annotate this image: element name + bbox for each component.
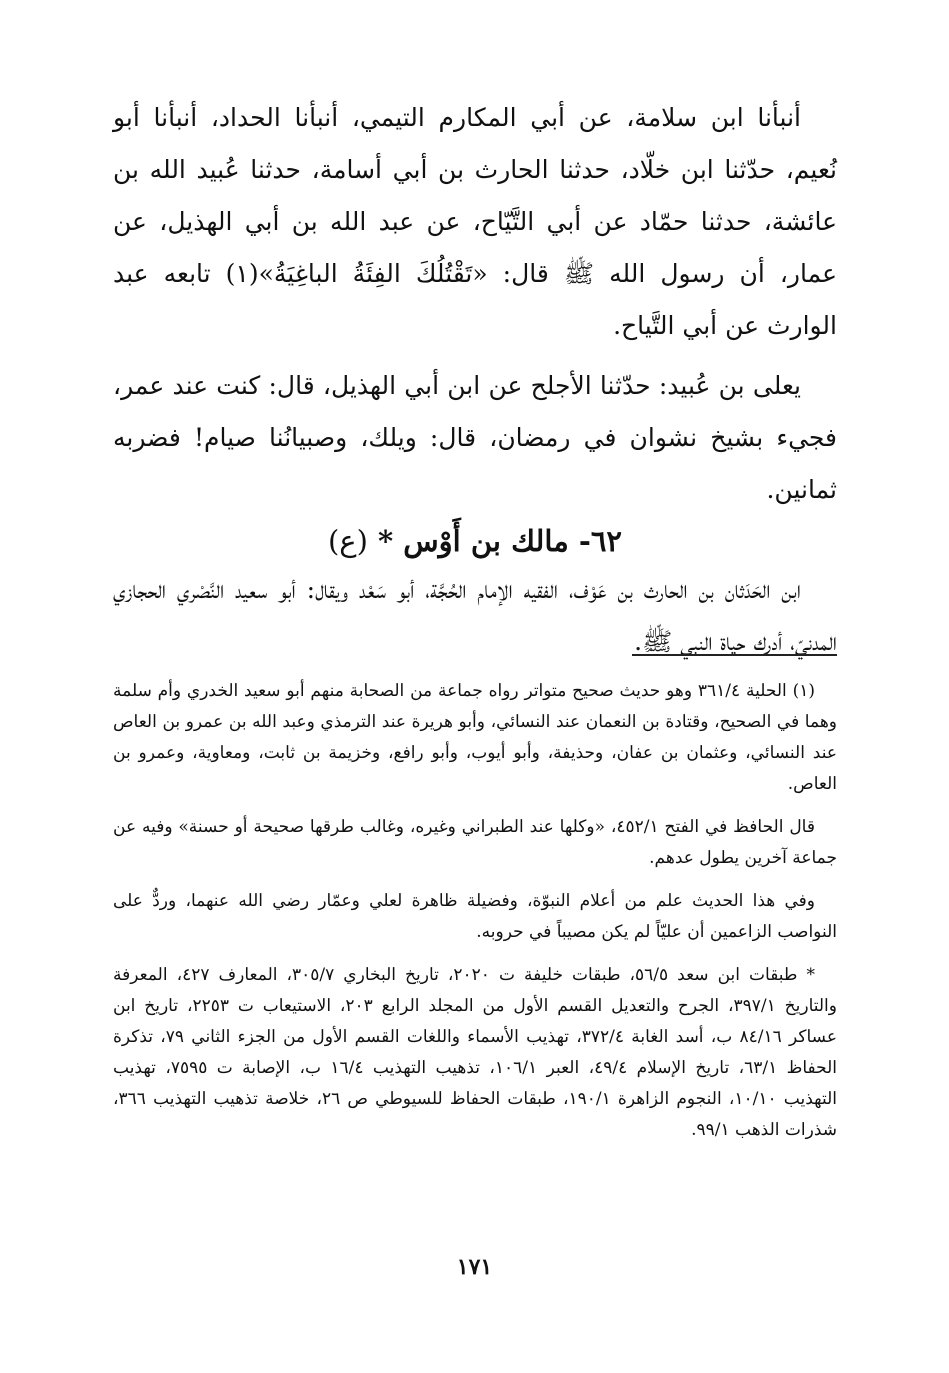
footnote-fath-quote: قال الحافظ في الفتح ٤٥٢/١، «وكلها عند الطبراني وغيره، وغالب طرقها صحيحة أو حسنة» وفيه عن جماعة آخرين يطول عدهم.	[113, 817, 837, 868]
page-number: ١٧١	[456, 1254, 493, 1280]
footnotes	[113, 676, 837, 1146]
biography-paragraph: ابن الحَدَثان بن الحارث بن عَوْف، الفقيه الإمام الحُجَّة، أبو سَعْد ويقال: أبو سعيد النَّصْري الحجازي المدنيّ، أدرك حياة النبي ﷺ.	[113, 575, 837, 656]
narration-paragraph: يعلى بن عُبيد: حدّثنا الأجلح عن ابن أبي الهذيل، قال: كنت عند عمر، فجيء بشيخ نشوان في رمضان، قال: ويلك، وصبيانُنا صيام! فضربه ثمانين.	[113, 371, 837, 504]
entry-heading	[113, 518, 837, 564]
footnote-sources: * طبقات ابن سعد ٥٦/٥، طبقات خليفة ت ٢٠٢٠، تاريخ البخاري ٣٠٥/٧، المعارف ٤٢٧، المعرفة والتاريخ ٣٩٧/١، الجرح والتعديل القسم الأول من المجلد الرابع ٢٠٣، الاستيعاب ت ٢٢٥٣، تاريخ ابن عساكر ٨٤/١٦ ب، أسد الغابة ٣٧٢/٤، تهذيب الأسماء واللغات القسم الأول من الجزء الثاني ٧٩، تذكرة الحفاظ ٦٣/١، تاريخ الإسلام ٤٩/٤، العبر ١٠٦/١، تذهيب التهذيب ١٦/٤ ب، الإصابة ت ٧٥٩٥، تهذيب التهذيب ١٠/١٠، النجوم الزاهرة ١٩٠/١، طبقات الحفاظ للسيوطي ص ٢٦، خلاصة تذهيب التهذيب ٣٦٦، شذرات الذهب ٩٩/١.	[113, 965, 838, 1140]
entry-title: ٦٢- مالك بن أَوْس *	[378, 524, 623, 558]
main-text	[113, 92, 837, 668]
footnote-1: (١) الحلية ٣٦١/٤ وهو حديث صحيح متواتر رواه جماعة من الصحابة منهم أبو سعيد الخدري وأم سلمة وهما في الصحيح، وقتادة بن النعمان عند النسائي، وأبو هريرة عند الترمذي وعبد الله بن عمرو بن العاص عند النسائي، وعثمان بن عفان، وحذيفة، وأبو أيوب، وأبو رافع، وخزيمة بن ثابت، ومعاوية، وعمرو بن العاص.	[113, 681, 837, 794]
footnote-divider	[632, 654, 837, 656]
hadith-paragraph: أنبأنا ابن سلامة، عن أبي المكارم التيمي، أنبأنا الحداد، أنبأنا أبو نُعيم، حدّثنا ابن خلّاد، حدثنا الحارث بن أبي أسامة، حدثنا عُبيد الله بن عائشة، حدثنا حمّاد عن أبي التَّيّاح، عن عبد الله بن أبي الهذيل، عن عمار، أن رسول الله ﷺ قال: «تَقْتُلُكَ الفِئَةُ الباغِيَةُ»(١) تابعه عبد الوارث عن أبي التَّياح.	[113, 103, 837, 340]
entry-code: (ع)	[327, 524, 368, 558]
footnote-commentary: وفي هذا الحديث علم من أعلام النبوّة، وفضيلة ظاهرة لعلي وعمّار رضي الله عنهما، وردٌّ على النواصب الزاعمين أن عليّاً لم يكن مصيباً في حروبه.	[113, 891, 837, 942]
